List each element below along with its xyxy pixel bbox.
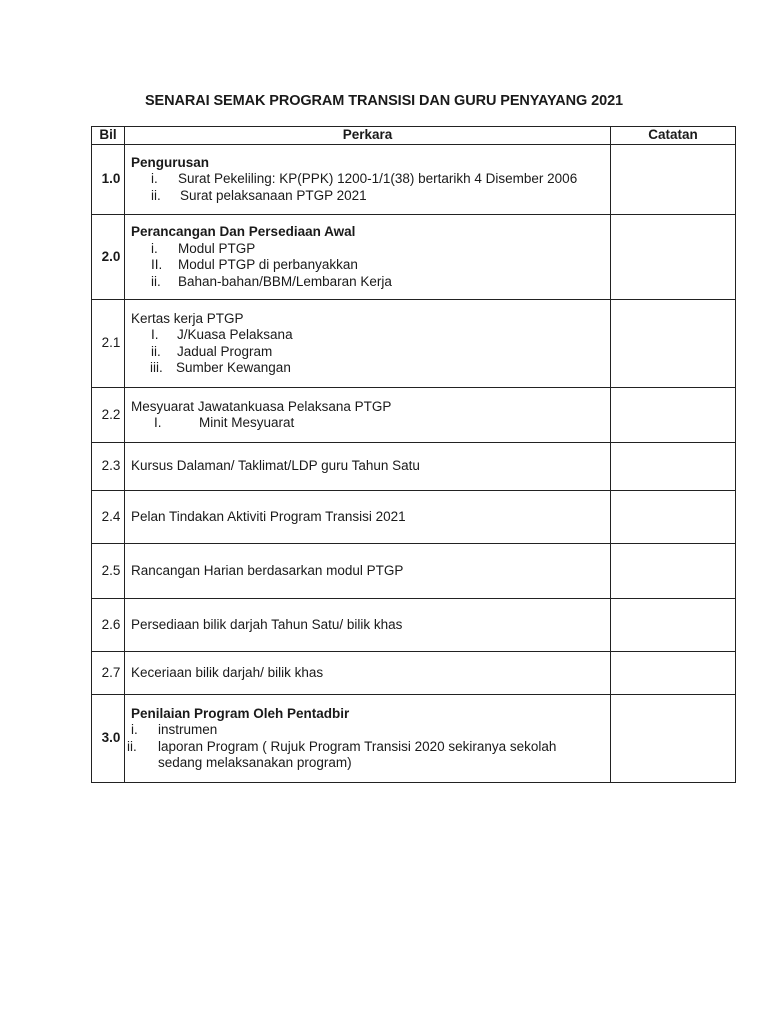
perkara-cell [125,388,611,443]
page-title: SENARAI SEMAK PROGRAM TRANSISI DAN GURU PENYAYANG 2021 [144,93,624,109]
bil-cell: 2.6 [92,599,125,652]
list-item [131,188,610,205]
item-number: ii. [151,187,161,203]
list-item [131,171,610,188]
catatan-cell [611,491,736,544]
item-text: Bahan-bahan/BBM/Lembaran Kerja [178,273,392,289]
table-row [92,652,736,695]
bil-cell: 2.4 [92,491,125,544]
catatan-cell [611,300,736,388]
section-heading: Perancangan Dan Persediaan Awal [131,224,356,239]
bil-cell: 2.7 [92,652,125,695]
item-text: Minit Mesyuarat [199,415,295,430]
item-text: J/Kuasa Pelaksana [177,327,293,342]
perkara-cell: Persediaan bilik darjah Tahun Satu/ bilik khas [125,599,611,652]
table-row [92,388,736,443]
table-row [92,544,736,599]
item-number: i. [131,722,138,737]
header-perkara: Perkara [125,127,611,145]
perkara-cell: Pelan Tindakan Aktiviti Program Transisi 2021 [125,491,611,544]
list-item [127,738,610,756]
perkara-cell [125,695,611,783]
checklist-table [91,126,736,783]
list-item [131,360,610,377]
bil-cell: 2.1 [92,300,125,388]
bil-cell: 3.0 [92,695,125,783]
item-number: I. [151,327,159,342]
catatan-cell [611,652,736,695]
list-item [131,274,610,291]
item-number: iii. [150,360,163,375]
item-text: Surat Pekeliling: KP(PPK) 1200-1/1(38) bertarikh 4 Disember 2006 [178,171,578,187]
list-item [131,327,610,344]
item-number: ii. [151,343,161,359]
item-text: Surat pelaksanaan PTGP 2021 [180,187,367,203]
list-item [131,722,610,739]
bil-cell: 2.3 [92,443,125,491]
list-item-continuation [131,755,610,772]
section-heading: Pengurusan [131,154,210,170]
item-text: Modul PTGP [178,240,256,256]
item-text: Jadual Program [177,343,273,359]
table-row [92,215,736,300]
header-row [92,127,736,145]
perkara-cell [125,145,611,215]
list-item [131,257,610,274]
perkara-cell: Kursus Dalaman/ Taklimat/LDP guru Tahun Satu [125,443,611,491]
bil-cell: 2.5 [92,544,125,599]
item-text: instrumen [158,722,218,737]
table-row [92,145,736,215]
table-row [92,300,736,388]
catatan-cell [611,544,736,599]
item-number: i. [151,240,158,256]
table-row [92,695,736,783]
catatan-cell [611,145,736,215]
perkara-cell: Keceriaan bilik darjah/ bilik khas [125,652,611,695]
section-heading: Penilaian Program Oleh Pentadbir [131,705,350,721]
table-row [92,491,736,544]
item-title: Kertas kerja PTGP [131,310,244,326]
list-item [131,241,610,258]
catatan-cell [611,695,736,783]
item-text: sedang melaksanakan program) [158,755,352,770]
bil-cell: 2.2 [92,388,125,443]
item-number: i. [151,171,158,187]
perkara-cell [125,300,611,388]
perkara-cell: Rancangan Harian berdasarkan modul PTGP [125,544,611,599]
bil-cell: 1.0 [92,145,125,215]
catatan-cell [611,215,736,300]
item-text: laporan Program ( Rujuk Program Transisi 2020 sekiranya sekolah [158,738,557,754]
header-bil: Bil [92,127,125,145]
table-row [92,599,736,652]
catatan-cell [611,599,736,652]
list-item [131,415,610,432]
table-row [92,443,736,491]
item-text: Modul PTGP di perbanyakkan [178,257,358,272]
perkara-cell [125,215,611,300]
header-catatan: Catatan [611,127,736,145]
item-number: II. [151,257,163,272]
item-text: Sumber Kewangan [176,360,291,375]
item-number: ii. [127,738,137,754]
item-title: Mesyuarat Jawatankuasa Pelaksana PTGP [131,398,392,414]
list-item [131,344,610,361]
catatan-cell [611,388,736,443]
bil-cell: 2.0 [92,215,125,300]
catatan-cell [611,443,736,491]
item-number: I. [154,415,162,430]
item-number: ii. [151,273,161,289]
